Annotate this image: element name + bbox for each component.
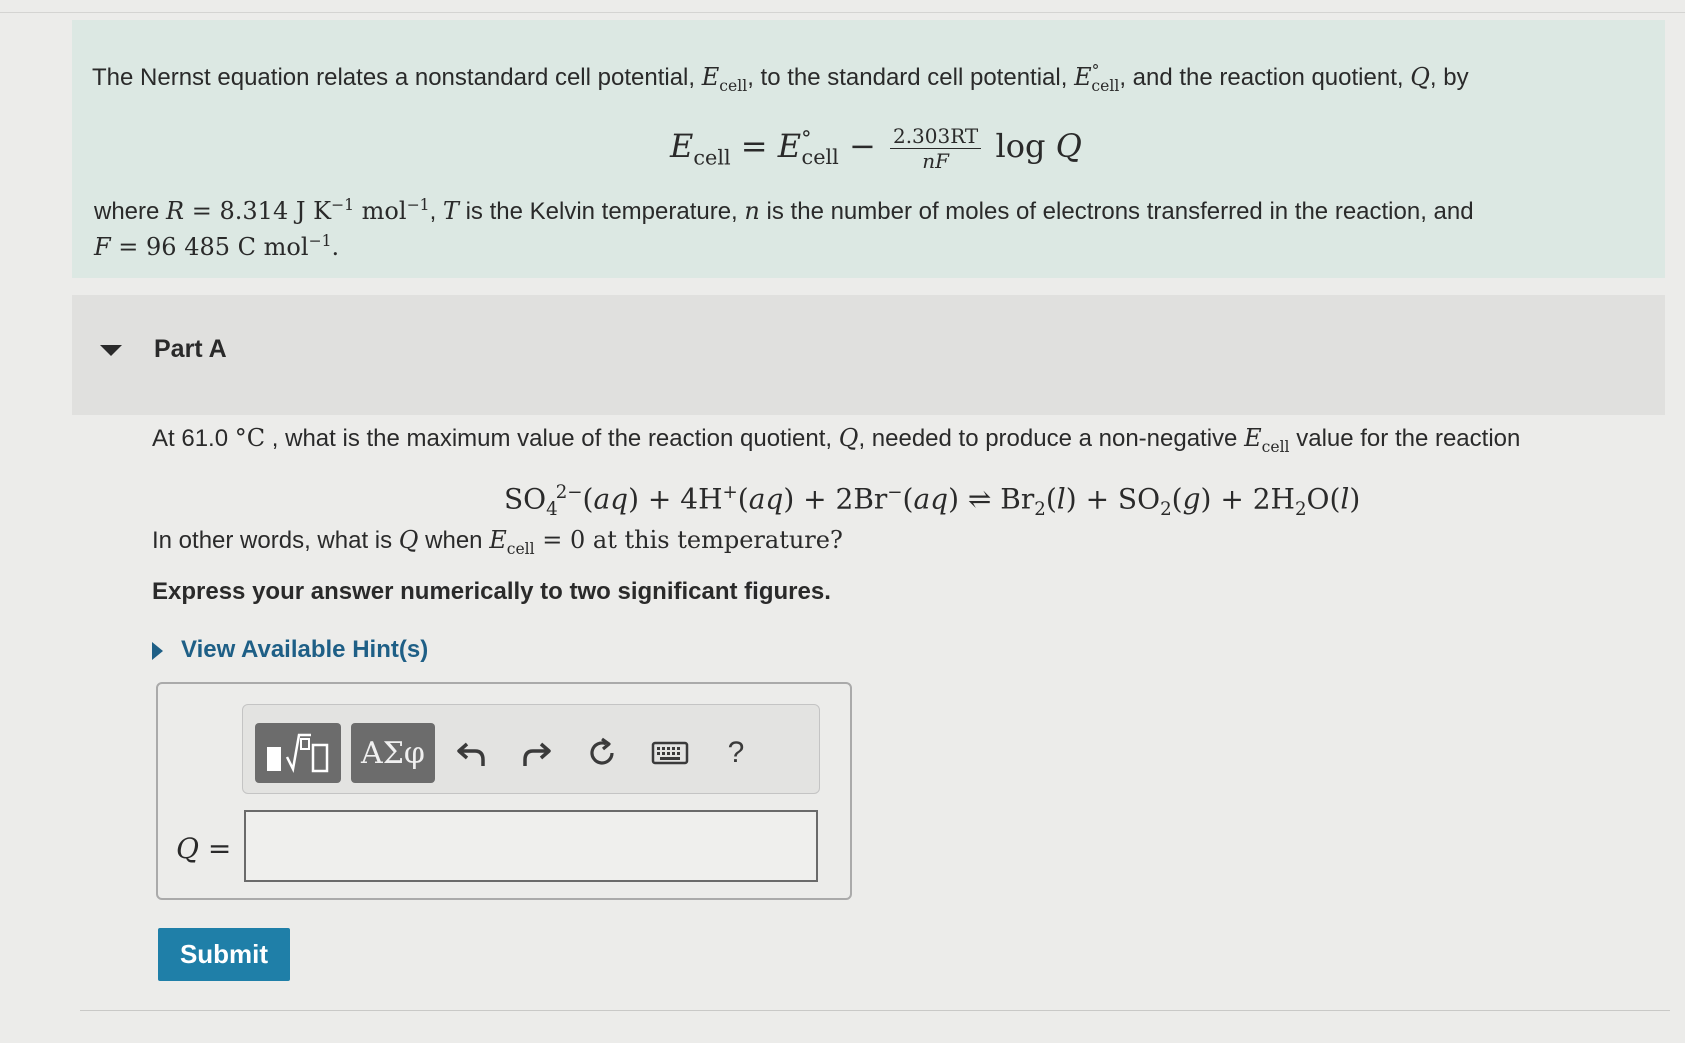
bottom-divider (80, 1010, 1670, 1011)
intro-sentence: The Nernst equation relates a nonstandard cell potential, $E_{cell}$, to the standard cell potential, $E^\circ_{cell}$, and the reaction quotient, Q, by (92, 62, 1469, 95)
help-button[interactable] (709, 725, 763, 781)
greek-symbols-icon: ΑΣφ (361, 735, 425, 771)
reset-button[interactable] (575, 725, 629, 781)
instructions: Express your answer numerically to two significant figures. (152, 578, 831, 605)
part-a-header[interactable] (72, 295, 1665, 415)
answer-input[interactable] (244, 810, 818, 882)
intro-panel (72, 20, 1665, 278)
faraday-line: F = 96 485 C mol$^{-1}$. (94, 232, 340, 261)
greek-symbols-button[interactable] (351, 723, 435, 783)
restated-question: In other words, what is Q when $E_{cell} = 0$ at this temperature? (152, 526, 843, 558)
math-toolbar (242, 704, 820, 794)
keyboard-button[interactable] (643, 725, 697, 781)
top-divider (0, 12, 1685, 13)
nernst-fraction: $\frac{2.303RT}{nF}$ (890, 124, 981, 173)
reset-icon (584, 735, 620, 771)
help-icon: ? (727, 736, 745, 769)
undo-button[interactable] (445, 725, 499, 781)
part-title: Part A (154, 335, 227, 363)
answer-panel (156, 682, 852, 900)
reaction-equation: $SO_4^{2-}(aq) + 4H^+(aq) + 2Br^-(aq)$ ⇌ $Br_2(l) + SO_2(g) + 2H_2O(l)$ (504, 482, 1361, 520)
undo-icon (455, 736, 489, 770)
templates-icon (263, 729, 333, 777)
redo-icon (519, 736, 553, 770)
expand-caret-icon (152, 642, 163, 660)
redo-button[interactable] (509, 725, 563, 781)
nernst-equation: $E_{cell} = E^\circ_{cell}$ − $\frac{2.303RT}{nF}$ log Q (670, 124, 1082, 173)
collapse-caret-icon[interactable] (100, 345, 122, 356)
answer-label: Q = (176, 832, 232, 865)
view-hints-link[interactable]: View Available Hint(s) (152, 636, 428, 664)
constants-line: where R = 8.314 J $K^{-1}$ mol$^{-1}$, T is the Kelvin temperature, n is the number of moles of electrons transferred in the reaction, and (94, 196, 1474, 225)
keyboard-icon (651, 739, 689, 767)
question-text: At 61.0 °C , what is the maximum value of the reaction quotient, Q, needed to produce a non-negative $E_{cell}$ value for the reaction (152, 424, 1521, 456)
submit-button[interactable]: Submit (158, 928, 290, 981)
templates-button[interactable] (255, 723, 341, 783)
